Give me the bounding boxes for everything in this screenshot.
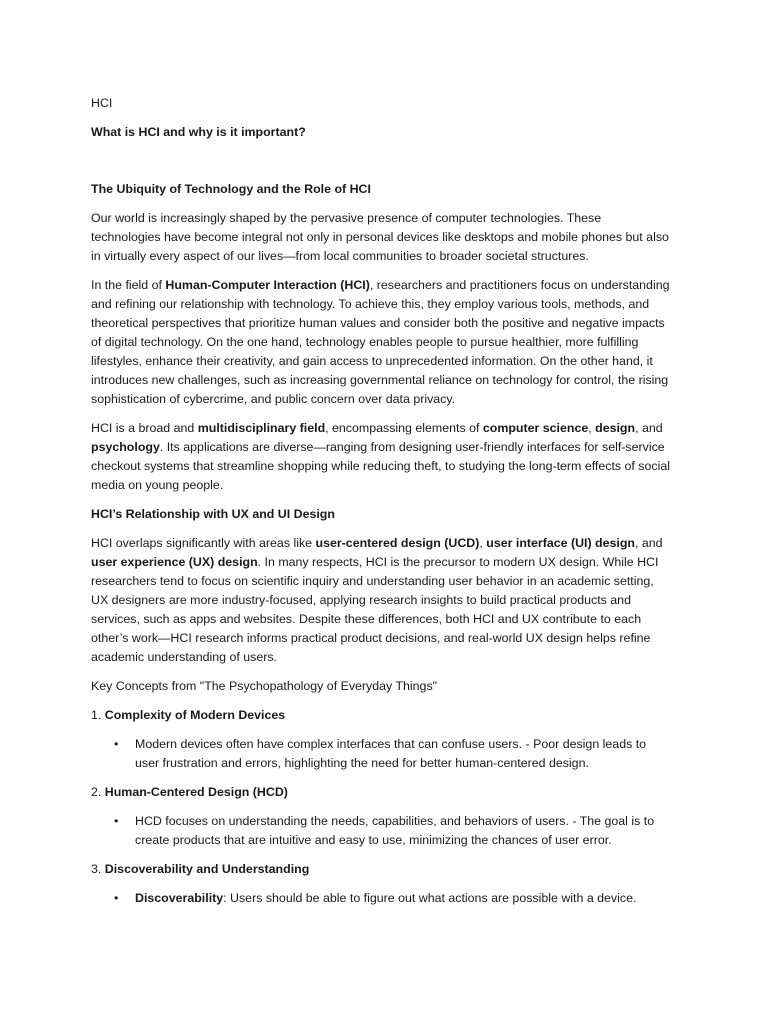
paragraph-text: , encompassing elements of [325, 421, 483, 435]
bullet-text: : Users should be able to figure out what actions are possible with a device. [223, 891, 637, 905]
list-item [114, 812, 672, 850]
paragraph-intro: Our world is increasingly shaped by the pervasive presence of computer technologies. These technologies have become integral not only in personal devices like desktops and mobile phones but also in virtually every aspect of our lives—from local communities to broader societal structures. [91, 211, 669, 263]
paragraph-hci-field [91, 276, 672, 409]
bullet-bold-term: Discoverability [135, 891, 224, 905]
document-question: What is HCI and why is it important? [91, 125, 306, 139]
list-item [114, 889, 672, 908]
paragraph-text: , [479, 536, 487, 550]
concept-heading-3 [91, 860, 672, 879]
bold-term: user experience (UX) design [91, 555, 258, 569]
paragraph-text: . In many respects, HCI is the precursor to modern UX design. While HCI researchers tend to focus on scientific inquiry and understanding user behavior in an academic setting, UX designers are more industry-focused, applying research insights to build practical products and services, such as apps and websites. Despite these differences, both HCI and UX contribute to each other’s work—HCI research informs practical product decisions, and real-world UX design helps refine academic understanding of users. [91, 555, 659, 664]
paragraph-text: HCI is a broad and [91, 421, 198, 435]
concept-number: 1. [91, 708, 105, 722]
bold-term: design [595, 421, 636, 435]
concept-bullet-list-1 [91, 735, 672, 773]
concept-bullet-list-3 [91, 889, 672, 908]
bold-term: multidisciplinary field [197, 421, 326, 435]
concept-bullet-list-2 [91, 812, 672, 850]
bold-term: psychology [91, 440, 160, 454]
paragraph-text: , and [635, 421, 663, 435]
bold-term: Human-Computer Interaction (HCI) [165, 278, 370, 292]
section-heading-ubiquity: The Ubiquity of Technology and the Role of HCI [91, 182, 371, 196]
list-item [114, 735, 672, 773]
paragraph-text: In the field of [91, 278, 166, 292]
concept-title: Complexity of Modern Devices [104, 708, 286, 722]
concept-number: 3. [91, 862, 105, 876]
bold-term: user-centered design (UCD) [315, 536, 480, 550]
section-heading-ux-ui: HCI’s Relationship with UX and UI Design [91, 507, 335, 521]
bullet-icon: • [114, 814, 119, 828]
concept-title: Human-Centered Design (HCD) [104, 785, 288, 799]
paragraph-text: HCI overlaps significantly with areas like [91, 536, 316, 550]
bold-term: user interface (UI) design [486, 536, 635, 550]
document-title: HCI [91, 96, 113, 110]
paragraph-text: , [588, 421, 596, 435]
concept-number: 2. [91, 785, 105, 799]
paragraph-text: . Its applications are diverse—ranging from designing user-friendly interfaces for self-service checkout systems that streamline shopping while reducing theft, to studying the long-term effects of social media on young people. [91, 440, 670, 492]
paragraph-multidisciplinary [91, 419, 672, 495]
paragraph-text: , and [635, 536, 663, 550]
bullet-text: HCD focuses on understanding the needs, capabilities, and behaviors of users. - The goal is to create products that are intuitive and easy to use, minimizing the chances of user error. [135, 814, 655, 847]
concept-title: Discoverability and Understanding [104, 862, 310, 876]
paragraph-ux-relationship [91, 534, 672, 667]
key-concepts-line: Key Concepts from "The Psychopathology of Everyday Things" [91, 679, 438, 693]
bullet-icon: • [114, 737, 119, 751]
bullet-icon: • [114, 891, 119, 905]
bullet-text: Modern devices often have complex interfaces that can confuse users. - Poor design leads to user frustration and errors, highlighting the need for better human-centered design. [135, 737, 647, 770]
bold-term: computer science [482, 421, 589, 435]
concept-heading-2 [91, 783, 672, 802]
concept-heading-1 [91, 706, 672, 725]
paragraph-text: , researchers and practitioners focus on understanding and refining our relationship with technology. To achieve this, they employ various tools, methods, and theoretical perspectives that prioritize human values and consider both the positive and negative impacts of digital technology. On the one hand, technology enables people to pursue healthier, more fulfilling lifestyles, enhance their creativity, and gain access to unprecedented information. On the other hand, it introduces new challenges, such as increasing governmental reliance on technology for control, the rising sophistication of cybercrime, and public concern over data privacy. [91, 278, 670, 406]
